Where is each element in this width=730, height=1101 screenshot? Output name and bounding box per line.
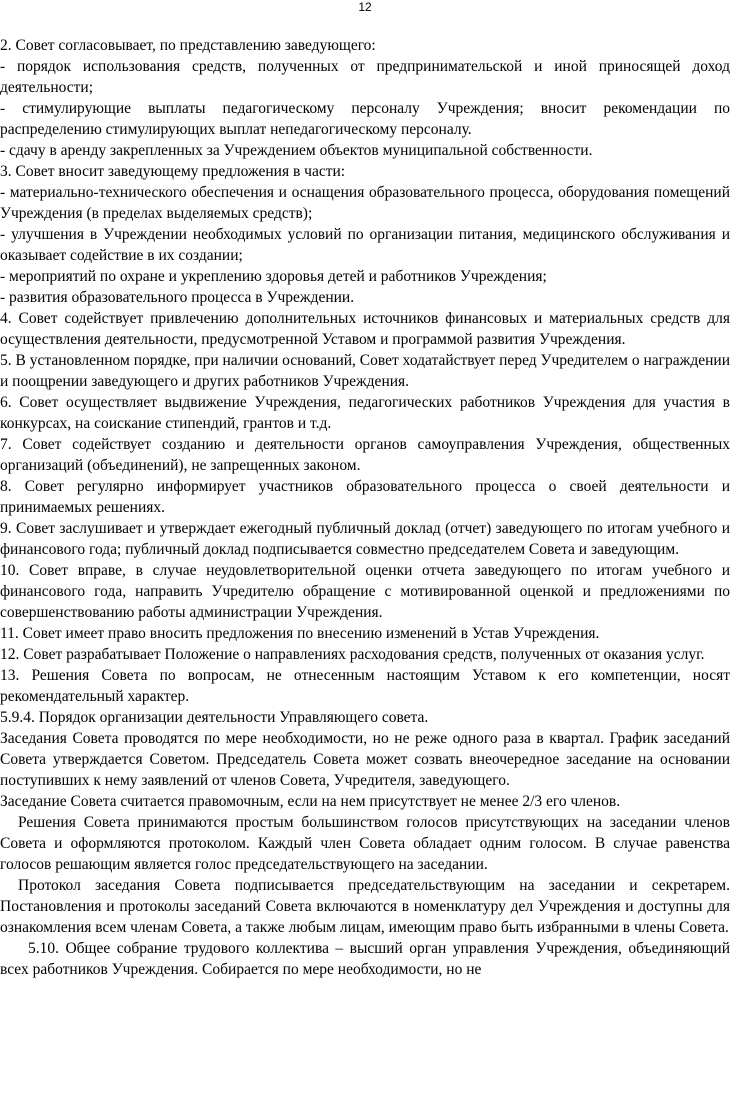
paragraph-6: 6. Совет осуществляет выдвижение Учреждения, педагогических работников Учреждения для участия в конкурсах, на соискание стипендий, грантов и т.д. [0,394,730,432]
paragraph-12: 12. Совет разрабатывает Положение о направлениях расходования средств, полученных от оказания услуг. [0,646,705,663]
page-number: 12 [358,0,372,14]
list-item: - материально-технического обеспечения и оснащения образовательного процесса, оборудования помещений Учреждения (в пределах выделяемых средств); [0,184,730,222]
paragraph-8: 8. Совет регулярно информирует участников образовательного процесса о своей деятельности и принимаемых решениях. [0,478,730,516]
list-item: - сдачу в аренду закрепленных за Учреждением объектов муниципальной собственности. [0,142,593,159]
list-item: - стимулирующие выплаты педагогическому персоналу Учреждения; вносит рекомендации по распределению стимулирующих выплат непедагогическому персоналу. [0,100,730,138]
paragraph-meetings: Заседания Совета проводятся по мере необходимости, но не реже одного раза в квартал. График заседаний Совета утверждается Советом. Председатель Совета может созвать внеочередное заседание на основании поступивших к нему заявлений от членов Совета, Учредителя, заведующего. [0,730,730,789]
paragraph-10: 10. Совет вправе, в случае неудовлетворительной оценки отчета заведующего по итогам учебного и финансового года, направить Учредителю обращение с мотивированной оценкой и предложениями по совершенствованию работы администрации Учреждения. [0,562,730,621]
paragraph-protocol: Протокол заседания Совета подписывается председательствующим на заседании и секретарем. Постановления и протоколы заседаний Совета включаются в номенклатуру дел Учреждения и доступны для ознакомления всем членам Совета, а также любым лицам, имеющим право быть избранными в члены Совета. [0,877,730,936]
list-item: - развития образовательного процесса в Учреждении. [0,289,355,306]
paragraph-quorum: Заседание Совета считается правомочным, если на нем присутствует не менее 2/3 его членов. [0,793,621,810]
paragraph-5: 5. В установленном порядке, при наличии оснований, Совет ходатайствует перед Учредителем о награждении и поощрении заведующего и других работников Учреждения. [0,352,730,390]
list-item: - улучшения в Учреждении необходимых условий по организации питания, медицинского обслуживания и оказывает содействие в их создании; [0,226,730,264]
paragraph-13: 13. Решения Совета по вопросам, не отнесенным настоящим Уставом к его компетенции, носят рекомендательный характер. [0,667,730,705]
section-heading: 5.9.4. Порядок организации деятельности Управляющего совета. [0,709,429,726]
paragraph-4: 4. Совет содействует привлечению дополнительных источников финансовых и материальных средств для осуществления деятельности, предусмотренной Уставом и программой развития Учреждения. [0,310,730,348]
document-body [0,35,730,980]
paragraph-9: 9. Совет заслушивает и утверждает ежегодный публичный доклад (отчет) заведующего по итогам учебного и финансового года; публичный доклад подписывается совместно председателем Совета и заведующим. [0,520,730,558]
paragraph-general-meeting: 5.10. Общее собрание трудового коллектива – высший орган управления Учреждения, объединяющий всех работников Учреждения. Собирается по мере необходимости, но не [0,940,730,978]
paragraph-7: 7. Совет содействует созданию и деятельности органов самоуправления Учреждения, общественных организаций (объединений), не запрещенных законом. [0,436,730,474]
paragraph-decisions: Решения Совета принимаются простым большинством голосов присутствующих на заседании членов Совета и оформляются протоколом. Каждый член Совета обладает одним голосом. В случае равенства голосов решающим является голос председательствующего на заседании. [0,814,730,873]
list-item: - порядок использования средств, полученных от предпринимательской и иной приносящей доход деятельности; [0,58,730,96]
paragraph-11: 11. Совет имеет право вносить предложения по внесению изменений в Устав Учреждения. [0,625,600,642]
list-item: - мероприятий по охране и укреплению здоровья детей и работников Учреждения; [0,268,547,285]
paragraph-2: 2. Совет согласовывает, по представлению заведующего: [0,37,376,54]
paragraph-3: 3. Совет вносит заведующему предложения в части: [0,163,346,180]
